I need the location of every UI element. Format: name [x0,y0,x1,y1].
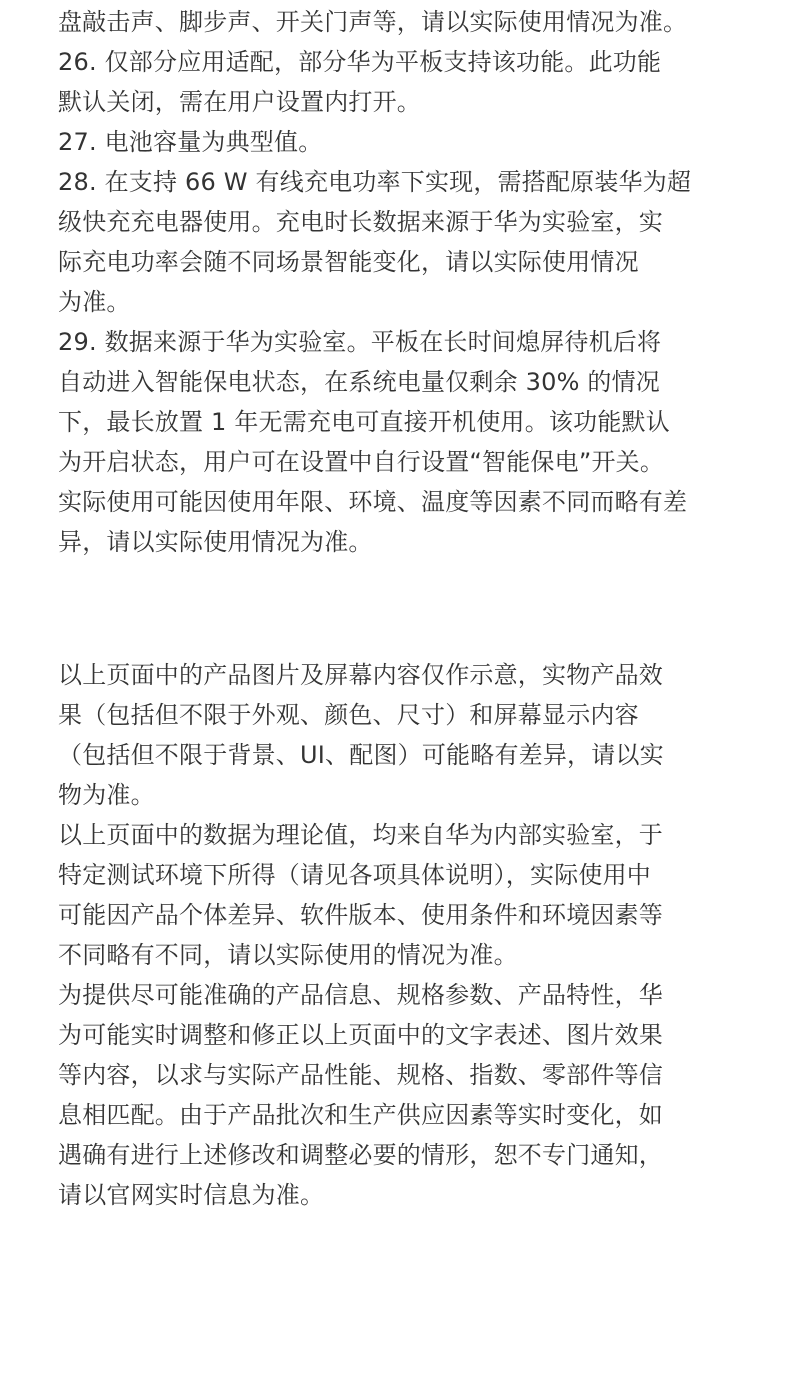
disclaimer-line: 请以官网实时信息为准。 [58,1181,325,1209]
footnote-line: 盘敲击声、脚步声、开关门声等，请以实际使用情况为准。 [58,8,688,36]
footnote-line: 自动进入智能保电状态，在系统电量仅剩余 30% 的情况 [58,368,660,396]
disclaimer-line: 为可能实时调整和修正以上页面中的文字表述、图片效果 [58,1021,663,1049]
footnote-line: 29. 数据来源于华为实验室。平板在长时间熄屏待机后将 [58,328,662,356]
disclaimer-line: 物为准。 [58,781,155,809]
footnote-line: 为开启状态，用户可在设置中自行设置“智能保电”开关。 [58,448,665,476]
disclaimer-section [58,655,738,1215]
disclaimer-line: 为提供尽可能准确的产品信息、规格参数、产品特性，华 [58,981,663,1009]
disclaimer-line: 不同略有不同，请以实际使用的情况为准。 [58,941,518,969]
disclaimer-line: （包括但不限于背景、UI、配图）可能略有差异，请以实 [58,741,664,769]
footnote-line: 级快充充电器使用。充电时长数据来源于华为实验室，实 [58,208,663,236]
footnote-line: 26. 仅部分应用适配，部分华为平板支持该功能。此功能 [58,48,662,76]
footnote-line: 异，请以实际使用情况为准。 [58,528,373,556]
disclaimer-line: 以上页面中的数据为理论值，均来自华为内部实验室，于 [58,821,663,849]
disclaimer-line: 遇确有进行上述修改和调整必要的情形，恕不专门通知， [58,1141,663,1169]
disclaimer-line: 等内容，以求与实际产品性能、规格、指数、零部件等信 [58,1061,663,1089]
footnote-line: 际充电功率会随不同场景智能变化，请以实际使用情况 [58,248,639,276]
footnote-line: 27. 电池容量为典型值。 [58,128,323,156]
footnote-line: 实际使用可能因使用年限、环境、温度等因素不同而略有差 [58,488,688,516]
footnotes-section [58,2,738,562]
disclaimer-line: 果（包括但不限于外观、颜色、尺寸）和屏幕显示内容 [58,701,639,729]
disclaimer-line: 特定测试环境下所得（请见各项具体说明），实际使用中 [58,861,651,889]
disclaimer-line: 息相匹配。由于产品批次和生产供应因素等实时变化，如 [58,1101,663,1129]
footnote-line: 为准。 [58,288,131,316]
footnote-line: 默认关闭，需在用户设置内打开。 [58,88,421,116]
disclaimer-line: 以上页面中的产品图片及屏幕内容仅作示意，实物产品效 [58,661,663,689]
footnote-line: 28. 在支持 66 W 有线充电功率下实现，需搭配原装华为超 [58,168,692,196]
footnote-line: 下，最长放置 1 年无需充电可直接开机使用。该功能默认 [58,408,670,436]
disclaimer-line: 可能因产品个体差异、软件版本、使用条件和环境因素等 [58,901,663,929]
